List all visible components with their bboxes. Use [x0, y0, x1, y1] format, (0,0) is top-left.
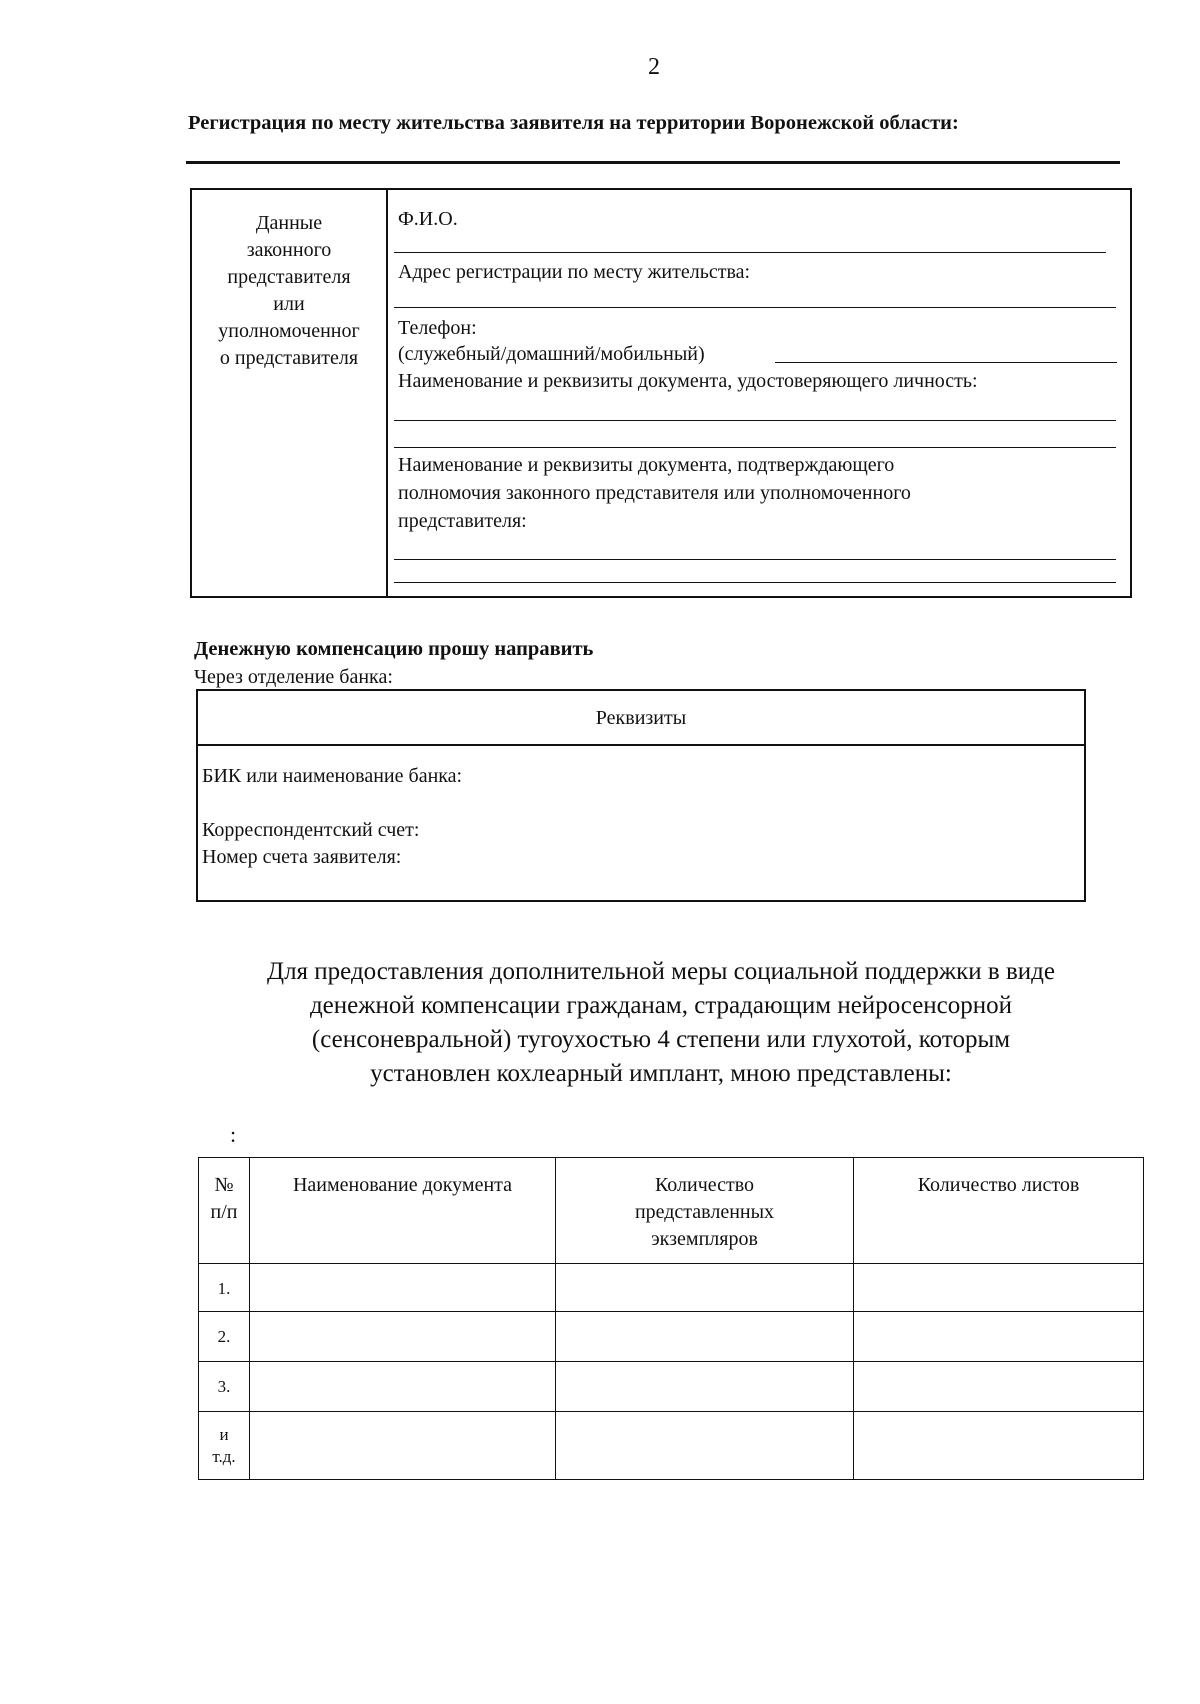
address-label: Адрес регистрации по месту жительства: [398, 261, 751, 283]
paragraph-line: Для предоставления дополнительной меры социальной поддержки в виде [267, 958, 1055, 985]
sheets-cell[interactable] [854, 1362, 1144, 1412]
authority-doc-label-line2: полномочия законного представителя или уполномоченного [398, 482, 911, 504]
label-line: представителя [227, 266, 351, 288]
doc-name-cell[interactable] [250, 1264, 556, 1312]
paragraph-line: денежной компенсации гражданам, страдающим нейросенсорной [309, 992, 1013, 1019]
paragraph-line: (сенсоневральной) тугоухостью 4 степени или глухотой, которым [311, 1026, 1011, 1053]
copies-cell[interactable] [556, 1312, 854, 1362]
copies-cell[interactable] [556, 1362, 854, 1412]
table-row [199, 1362, 1144, 1412]
sheets-cell[interactable] [854, 1264, 1144, 1312]
representative-table [190, 188, 1132, 598]
label-line: о представителя [219, 347, 359, 369]
row-number: 2. [199, 1312, 250, 1362]
identity-doc-label: Наименование и реквизиты документа, удостоверяющего личность: [398, 370, 978, 392]
representative-label-cell [192, 190, 388, 596]
row-number-line: и [219, 1425, 229, 1444]
label-line: Данные [255, 212, 323, 234]
doc-name-cell[interactable] [250, 1312, 556, 1362]
table-row [199, 1312, 1144, 1362]
authority-doc-label-line1: Наименование и реквизиты документа, подтверждающего [398, 454, 895, 476]
header-copies-line: экземпляров [651, 1228, 758, 1250]
page-number: 2 [648, 54, 660, 80]
paragraph-line: установлен кохлеарный имплант, мною представлены: [370, 1060, 952, 1087]
label-line: законного [246, 239, 332, 261]
representative-fields-cell [388, 190, 1130, 596]
phone-label: Телефон: [398, 317, 477, 339]
row-number: 3. [199, 1362, 250, 1412]
account-number-label: Номер счета заявителя: [202, 846, 402, 868]
copies-cell[interactable] [556, 1412, 854, 1480]
fio-field[interactable] [394, 252, 1106, 253]
header-doc-name-text: Наименование документа [292, 1174, 513, 1196]
authority-doc-label-line3: представителя: [398, 510, 527, 532]
header-doc-name [250, 1158, 556, 1264]
authority-doc-field-1[interactable] [394, 559, 1116, 560]
via-bank-label: Через отделение банка: [194, 666, 393, 688]
table-row [199, 1264, 1144, 1312]
documents-table-header-row [199, 1158, 1144, 1264]
row-number-line: т.д. [212, 1447, 236, 1466]
documents-intro-paragraph [196, 955, 1126, 1091]
header-copies-line: Количество [654, 1174, 755, 1196]
documents-table [198, 1157, 1144, 1480]
sheets-cell[interactable] [854, 1412, 1144, 1480]
header-num-line: п/п [210, 1201, 238, 1223]
header-copies-line: представленных [634, 1201, 775, 1223]
identity-doc-field-1[interactable] [394, 420, 1116, 421]
authority-doc-field-2[interactable] [394, 582, 1116, 583]
header-sheets [854, 1158, 1144, 1264]
doc-name-cell[interactable] [250, 1362, 556, 1412]
address-field[interactable] [394, 307, 1116, 308]
header-sheets-text: Количество листов [917, 1174, 1080, 1196]
table-row [199, 1412, 1144, 1480]
bank-details-header: Реквизиты [198, 691, 1084, 746]
row-number: 1. [199, 1264, 250, 1312]
header-num [199, 1158, 250, 1264]
fio-label: Ф.И.О. [398, 208, 458, 230]
compensation-title: Денежную компенсацию прошу направить [194, 638, 594, 660]
row-number [199, 1412, 250, 1480]
colon-mark: : [230, 1122, 237, 1147]
label-line: или [273, 293, 305, 315]
bank-details-table [196, 689, 1086, 902]
heading-underline [186, 161, 1120, 164]
copies-cell[interactable] [556, 1264, 854, 1312]
phone-types-label: (служебный/домашний/мобильный) [398, 343, 705, 365]
bik-label: БИК или наименование банка: [202, 765, 463, 787]
corr-account-label: Корреспондентский счет: [202, 819, 420, 841]
registration-heading: Регистрация по месту жительства заявителя на территории Воронежской области: [188, 112, 959, 134]
phone-field[interactable] [775, 362, 1117, 363]
doc-name-cell[interactable] [250, 1412, 556, 1480]
sheets-cell[interactable] [854, 1312, 1144, 1362]
label-line: уполномоченног [218, 320, 360, 342]
identity-doc-field-2[interactable] [394, 447, 1116, 448]
representative-label [192, 210, 386, 372]
header-copies [556, 1158, 854, 1264]
header-num-line: № [214, 1174, 234, 1196]
